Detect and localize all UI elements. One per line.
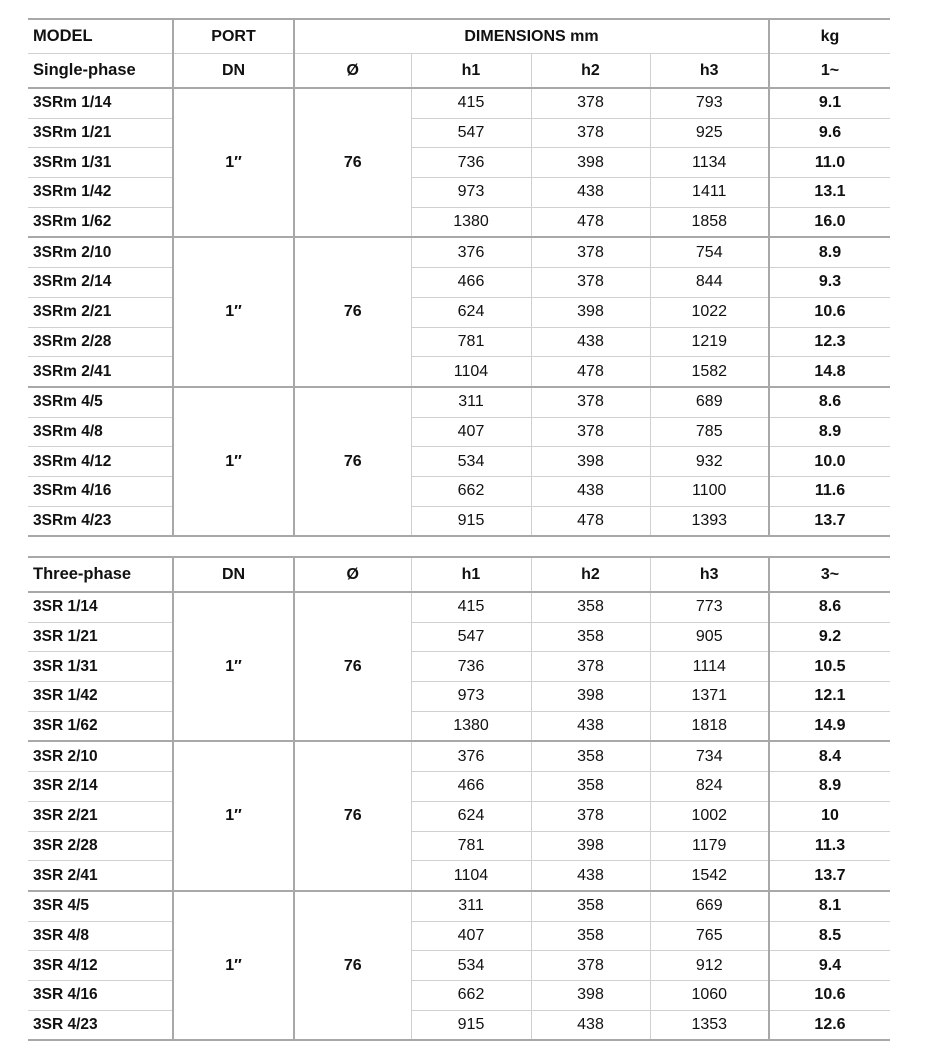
h3-cell: 785 bbox=[650, 417, 769, 447]
model-cell: 3SRm 4/8 bbox=[28, 417, 173, 447]
h2-header-2: h2 bbox=[531, 557, 650, 592]
h3-cell: 824 bbox=[650, 772, 769, 802]
table-row bbox=[28, 622, 890, 652]
diameter-cell: 76 bbox=[294, 741, 411, 890]
model-cell: 3SRm 2/41 bbox=[28, 357, 173, 387]
h3-cell: 1353 bbox=[650, 1010, 769, 1040]
table-row bbox=[28, 1010, 890, 1040]
h3-header: h3 bbox=[650, 54, 769, 89]
table-row bbox=[28, 711, 890, 741]
h3-cell: 1219 bbox=[650, 327, 769, 357]
h2-cell: 478 bbox=[531, 357, 650, 387]
model-cell: 3SRm 4/23 bbox=[28, 506, 173, 536]
h1-cell: 415 bbox=[411, 592, 531, 622]
diameter-cell: 76 bbox=[294, 891, 411, 1040]
h3-cell: 1542 bbox=[650, 861, 769, 891]
kg-cell: 8.9 bbox=[769, 237, 890, 267]
h1-cell: 376 bbox=[411, 741, 531, 771]
kg-cell: 8.6 bbox=[769, 387, 890, 417]
h1-cell: 1104 bbox=[411, 357, 531, 387]
table-row bbox=[28, 980, 890, 1010]
three-phase-header: Three-phase bbox=[28, 557, 173, 592]
h2-cell: 398 bbox=[531, 980, 650, 1010]
h2-cell: 398 bbox=[531, 447, 650, 477]
diameter-cell: 76 bbox=[294, 592, 411, 741]
h1-cell: 311 bbox=[411, 387, 531, 417]
h3-cell: 765 bbox=[650, 921, 769, 951]
model-cell: 3SR 4/5 bbox=[28, 891, 173, 921]
table-row bbox=[28, 88, 890, 118]
table-row bbox=[28, 268, 890, 298]
h1-cell: 376 bbox=[411, 237, 531, 267]
h3-cell: 689 bbox=[650, 387, 769, 417]
h3-cell: 912 bbox=[650, 951, 769, 981]
h2-cell: 398 bbox=[531, 682, 650, 712]
h1-cell: 415 bbox=[411, 88, 531, 118]
model-cell: 3SR 2/28 bbox=[28, 831, 173, 861]
three-phase-table bbox=[28, 556, 890, 1041]
kg-cell: 16.0 bbox=[769, 207, 890, 237]
h2-cell: 378 bbox=[531, 801, 650, 831]
table-row bbox=[28, 741, 890, 771]
h1-cell: 915 bbox=[411, 1010, 531, 1040]
kg-cell: 12.6 bbox=[769, 1010, 890, 1040]
h1-cell: 534 bbox=[411, 951, 531, 981]
diameter-cell: 76 bbox=[294, 88, 411, 237]
kg-cell: 11.0 bbox=[769, 148, 890, 178]
h1-cell: 534 bbox=[411, 447, 531, 477]
model-cell: 3SRm 2/10 bbox=[28, 237, 173, 267]
model-cell: 3SRm 4/5 bbox=[28, 387, 173, 417]
h3-cell: 925 bbox=[650, 118, 769, 148]
table-row bbox=[28, 652, 890, 682]
h3-cell: 1371 bbox=[650, 682, 769, 712]
model-cell: 3SRm 4/16 bbox=[28, 476, 173, 506]
kg-cell: 12.1 bbox=[769, 682, 890, 712]
h2-cell: 398 bbox=[531, 831, 650, 861]
h2-cell: 358 bbox=[531, 741, 650, 771]
h2-cell: 378 bbox=[531, 268, 650, 298]
model-cell: 3SRm 1/31 bbox=[28, 148, 173, 178]
table-row bbox=[28, 297, 890, 327]
table-row bbox=[28, 801, 890, 831]
h2-header: h2 bbox=[531, 54, 650, 89]
single-phase-header: Single-phase bbox=[28, 54, 173, 89]
kg-cell: 8.9 bbox=[769, 772, 890, 802]
three-phase-body bbox=[28, 592, 890, 1040]
diameter-header-2: Ø bbox=[294, 557, 411, 592]
h3-cell: 1114 bbox=[650, 652, 769, 682]
kg-cell: 8.9 bbox=[769, 417, 890, 447]
h1-header-2: h1 bbox=[411, 557, 531, 592]
port-cell: 1″ bbox=[173, 592, 294, 741]
h3-cell: 754 bbox=[650, 237, 769, 267]
kg-cell: 11.6 bbox=[769, 476, 890, 506]
kg-cell: 9.2 bbox=[769, 622, 890, 652]
model-cell: 3SRm 2/14 bbox=[28, 268, 173, 298]
h3-header-2: h3 bbox=[650, 557, 769, 592]
h3-cell: 1411 bbox=[650, 178, 769, 208]
model-cell: 3SR 2/21 bbox=[28, 801, 173, 831]
h2-cell: 398 bbox=[531, 148, 650, 178]
h1-cell: 547 bbox=[411, 622, 531, 652]
h2-cell: 378 bbox=[531, 951, 650, 981]
kg-phase-header: 1~ bbox=[769, 54, 890, 89]
port-header: PORT bbox=[173, 19, 294, 54]
table-row bbox=[28, 951, 890, 981]
h1-cell: 466 bbox=[411, 268, 531, 298]
h1-cell: 466 bbox=[411, 772, 531, 802]
h2-cell: 358 bbox=[531, 772, 650, 802]
h2-cell: 438 bbox=[531, 476, 650, 506]
kg-cell: 8.5 bbox=[769, 921, 890, 951]
h1-cell: 781 bbox=[411, 327, 531, 357]
h1-cell: 624 bbox=[411, 297, 531, 327]
h1-cell: 547 bbox=[411, 118, 531, 148]
h3-cell: 1100 bbox=[650, 476, 769, 506]
table-row bbox=[28, 772, 890, 802]
h2-cell: 398 bbox=[531, 297, 650, 327]
h2-cell: 438 bbox=[531, 861, 650, 891]
table-row bbox=[28, 592, 890, 622]
h3-cell: 1818 bbox=[650, 711, 769, 741]
port-cell: 1″ bbox=[173, 237, 294, 386]
h2-cell: 438 bbox=[531, 178, 650, 208]
kg-cell: 13.7 bbox=[769, 861, 890, 891]
h3-cell: 1582 bbox=[650, 357, 769, 387]
h3-cell: 1060 bbox=[650, 980, 769, 1010]
kg-cell: 13.7 bbox=[769, 506, 890, 536]
kg-cell: 10.5 bbox=[769, 652, 890, 682]
diameter-header: Ø bbox=[294, 54, 411, 89]
kg-cell: 9.4 bbox=[769, 951, 890, 981]
h2-cell: 358 bbox=[531, 622, 650, 652]
model-cell: 3SR 4/23 bbox=[28, 1010, 173, 1040]
h3-cell: 1393 bbox=[650, 506, 769, 536]
h2-cell: 358 bbox=[531, 921, 650, 951]
h2-cell: 378 bbox=[531, 652, 650, 682]
h2-cell: 438 bbox=[531, 711, 650, 741]
model-cell: 3SRm 1/42 bbox=[28, 178, 173, 208]
h1-cell: 736 bbox=[411, 652, 531, 682]
h1-cell: 1380 bbox=[411, 711, 531, 741]
kg-cell: 9.3 bbox=[769, 268, 890, 298]
model-cell: 3SR 2/41 bbox=[28, 861, 173, 891]
h1-cell: 915 bbox=[411, 506, 531, 536]
h1-cell: 781 bbox=[411, 831, 531, 861]
kg-cell: 10.6 bbox=[769, 980, 890, 1010]
model-header: MODEL bbox=[28, 19, 173, 54]
model-cell: 3SR 1/62 bbox=[28, 711, 173, 741]
table-row bbox=[28, 237, 890, 267]
kg-phase-header-2: 3~ bbox=[769, 557, 890, 592]
model-cell: 3SRm 1/21 bbox=[28, 118, 173, 148]
model-cell: 3SRm 4/12 bbox=[28, 447, 173, 477]
kg-cell: 13.1 bbox=[769, 178, 890, 208]
h3-cell: 1858 bbox=[650, 207, 769, 237]
kg-cell: 8.4 bbox=[769, 741, 890, 771]
h2-cell: 478 bbox=[531, 207, 650, 237]
table-row bbox=[28, 831, 890, 861]
table-row bbox=[28, 506, 890, 536]
table-row bbox=[28, 148, 890, 178]
kg-cell: 12.3 bbox=[769, 327, 890, 357]
table-row bbox=[28, 178, 890, 208]
h2-cell: 378 bbox=[531, 88, 650, 118]
table-row bbox=[28, 891, 890, 921]
model-cell: 3SRm 1/14 bbox=[28, 88, 173, 118]
h2-cell: 378 bbox=[531, 118, 650, 148]
h3-cell: 1022 bbox=[650, 297, 769, 327]
h2-cell: 378 bbox=[531, 387, 650, 417]
h3-cell: 773 bbox=[650, 592, 769, 622]
single-phase-body bbox=[28, 88, 890, 536]
kg-cell: 9.6 bbox=[769, 118, 890, 148]
kg-cell: 9.1 bbox=[769, 88, 890, 118]
diameter-cell: 76 bbox=[294, 387, 411, 536]
table-row bbox=[28, 357, 890, 387]
kg-cell: 14.9 bbox=[769, 711, 890, 741]
h2-cell: 378 bbox=[531, 237, 650, 267]
h3-cell: 1002 bbox=[650, 801, 769, 831]
h3-cell: 844 bbox=[650, 268, 769, 298]
h3-cell: 1134 bbox=[650, 148, 769, 178]
h1-cell: 662 bbox=[411, 476, 531, 506]
h1-cell: 311 bbox=[411, 891, 531, 921]
h2-cell: 358 bbox=[531, 891, 650, 921]
model-cell: 3SR 2/14 bbox=[28, 772, 173, 802]
kg-cell: 10 bbox=[769, 801, 890, 831]
h3-cell: 793 bbox=[650, 88, 769, 118]
kg-header: kg bbox=[769, 19, 890, 54]
model-cell: 3SR 1/21 bbox=[28, 622, 173, 652]
h1-cell: 624 bbox=[411, 801, 531, 831]
h1-cell: 1380 bbox=[411, 207, 531, 237]
kg-cell: 14.8 bbox=[769, 357, 890, 387]
h3-cell: 932 bbox=[650, 447, 769, 477]
h1-cell: 407 bbox=[411, 417, 531, 447]
port-cell: 1″ bbox=[173, 88, 294, 237]
table-row bbox=[28, 447, 890, 477]
h2-cell: 358 bbox=[531, 592, 650, 622]
table-row bbox=[28, 921, 890, 951]
kg-cell: 8.1 bbox=[769, 891, 890, 921]
model-cell: 3SR 4/12 bbox=[28, 951, 173, 981]
diameter-cell: 76 bbox=[294, 237, 411, 386]
table-row bbox=[28, 118, 890, 148]
model-cell: 3SR 1/14 bbox=[28, 592, 173, 622]
model-cell: 3SR 2/10 bbox=[28, 741, 173, 771]
h1-cell: 407 bbox=[411, 921, 531, 951]
kg-cell: 11.3 bbox=[769, 831, 890, 861]
h3-cell: 1179 bbox=[650, 831, 769, 861]
kg-cell: 10.6 bbox=[769, 297, 890, 327]
h2-cell: 438 bbox=[531, 1010, 650, 1040]
table-row bbox=[28, 417, 890, 447]
table-row bbox=[28, 207, 890, 237]
table-row bbox=[28, 387, 890, 417]
model-cell: 3SRm 2/28 bbox=[28, 327, 173, 357]
h2-cell: 438 bbox=[531, 327, 650, 357]
dimensions-header: DIMENSIONS mm bbox=[294, 19, 769, 54]
h2-cell: 478 bbox=[531, 506, 650, 536]
h1-cell: 1104 bbox=[411, 861, 531, 891]
dn-header: DN bbox=[173, 54, 294, 89]
table-row bbox=[28, 682, 890, 712]
single-phase-table bbox=[28, 18, 890, 537]
table-row bbox=[28, 861, 890, 891]
h3-cell: 669 bbox=[650, 891, 769, 921]
h1-cell: 973 bbox=[411, 178, 531, 208]
h3-cell: 905 bbox=[650, 622, 769, 652]
model-cell: 3SR 1/31 bbox=[28, 652, 173, 682]
table-row bbox=[28, 476, 890, 506]
model-cell: 3SR 4/16 bbox=[28, 980, 173, 1010]
h1-cell: 662 bbox=[411, 980, 531, 1010]
dn-header-2: DN bbox=[173, 557, 294, 592]
model-cell: 3SRm 1/62 bbox=[28, 207, 173, 237]
h3-cell: 734 bbox=[650, 741, 769, 771]
h1-cell: 736 bbox=[411, 148, 531, 178]
h1-cell: 973 bbox=[411, 682, 531, 712]
port-cell: 1″ bbox=[173, 387, 294, 536]
table-row bbox=[28, 327, 890, 357]
model-cell: 3SR 1/42 bbox=[28, 682, 173, 712]
h2-cell: 378 bbox=[531, 417, 650, 447]
model-cell: 3SR 4/8 bbox=[28, 921, 173, 951]
port-cell: 1″ bbox=[173, 891, 294, 1040]
model-cell: 3SRm 2/21 bbox=[28, 297, 173, 327]
kg-cell: 10.0 bbox=[769, 447, 890, 477]
h1-header: h1 bbox=[411, 54, 531, 89]
port-cell: 1″ bbox=[173, 741, 294, 890]
kg-cell: 8.6 bbox=[769, 592, 890, 622]
